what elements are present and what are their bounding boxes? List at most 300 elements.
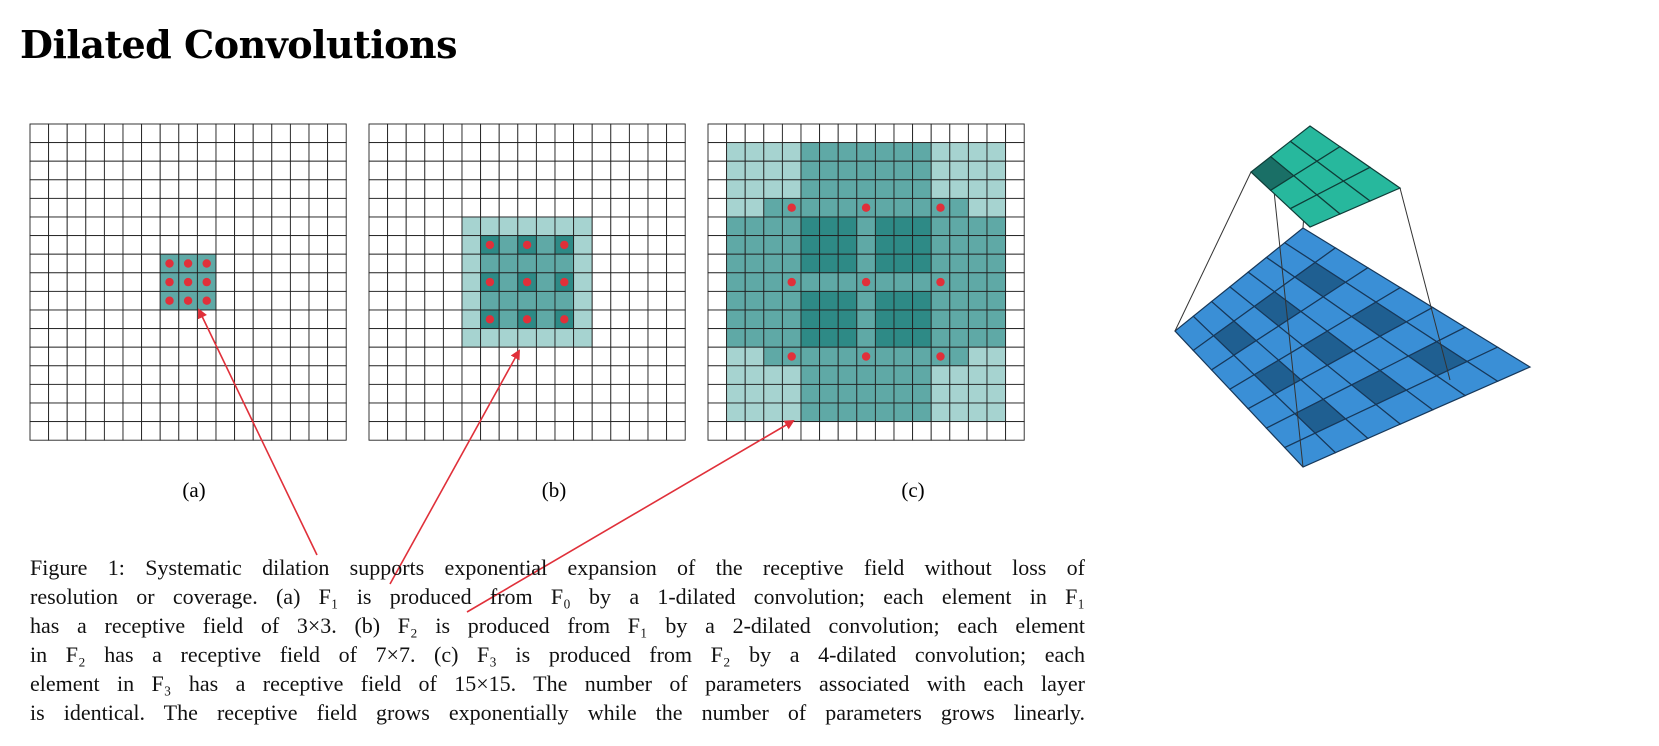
grid-cell bbox=[499, 291, 518, 310]
grid-cell bbox=[820, 422, 839, 441]
grid-cell bbox=[894, 366, 913, 385]
grid-cell bbox=[820, 254, 839, 273]
grid-cell bbox=[764, 291, 783, 310]
grid-cell bbox=[216, 180, 235, 199]
grid-cell bbox=[518, 384, 537, 403]
grid-cell bbox=[648, 217, 667, 236]
grid-cell bbox=[745, 217, 764, 236]
grid-cell bbox=[820, 291, 839, 310]
grid-cell bbox=[328, 403, 347, 422]
grid-cell bbox=[443, 254, 462, 273]
grid-cell bbox=[49, 143, 68, 162]
grid-cell bbox=[782, 403, 801, 422]
grid-cell bbox=[425, 273, 444, 292]
grid-cell bbox=[49, 366, 68, 385]
grid-cell bbox=[499, 254, 518, 273]
grid-cell bbox=[388, 124, 407, 143]
grid-cell bbox=[179, 161, 198, 180]
grid-cell bbox=[142, 366, 161, 385]
grid-cell bbox=[481, 366, 500, 385]
grid-cell bbox=[931, 124, 950, 143]
grid-cell bbox=[727, 403, 746, 422]
grid-cell bbox=[443, 366, 462, 385]
grid-cell bbox=[104, 366, 123, 385]
grid-cell bbox=[667, 180, 686, 199]
panel-c-grid bbox=[708, 124, 1024, 440]
grid-cell bbox=[708, 347, 727, 366]
grid-cell bbox=[1006, 291, 1025, 310]
grid-cell bbox=[272, 273, 291, 292]
grid-cell bbox=[142, 236, 161, 255]
grid-cell bbox=[820, 180, 839, 199]
grid-cell bbox=[272, 347, 291, 366]
grid-cell bbox=[968, 366, 987, 385]
grid-cell bbox=[216, 291, 235, 310]
grid-cell bbox=[875, 161, 894, 180]
grid-cell bbox=[216, 366, 235, 385]
grid-cell bbox=[235, 124, 254, 143]
grid-cell bbox=[197, 180, 216, 199]
grid-cell bbox=[611, 329, 630, 348]
grid-cell bbox=[104, 422, 123, 441]
grid-cell bbox=[518, 329, 537, 348]
grid-cell bbox=[667, 384, 686, 403]
grid-cell bbox=[388, 273, 407, 292]
grid-cell bbox=[629, 161, 648, 180]
grid-cell bbox=[272, 384, 291, 403]
grid-cell bbox=[801, 124, 820, 143]
grid-cell bbox=[764, 198, 783, 217]
grid-cell bbox=[406, 366, 425, 385]
grid-cell bbox=[536, 217, 555, 236]
panel-b-label: (b) bbox=[541, 478, 567, 502]
kernel-tap-dot bbox=[165, 297, 173, 305]
grid-cell bbox=[913, 236, 932, 255]
grid-cell bbox=[611, 143, 630, 162]
grid-cell bbox=[987, 291, 1006, 310]
grid-cell bbox=[49, 198, 68, 217]
grid-cell bbox=[253, 403, 272, 422]
grid-cell bbox=[857, 329, 876, 348]
grid-cell bbox=[253, 143, 272, 162]
grid-cell bbox=[838, 403, 857, 422]
grid-cell bbox=[179, 217, 198, 236]
grid-cell bbox=[764, 143, 783, 162]
grid-cell bbox=[67, 236, 86, 255]
grid-cell bbox=[801, 403, 820, 422]
grid-cell bbox=[104, 347, 123, 366]
kernel-tap-dot bbox=[486, 241, 494, 249]
grid-cell bbox=[950, 366, 969, 385]
grid-cell bbox=[290, 124, 309, 143]
grid-cell bbox=[67, 291, 86, 310]
kernel-tap-dot bbox=[523, 241, 531, 249]
grid-cell bbox=[30, 403, 49, 422]
grid-cell bbox=[425, 217, 444, 236]
grid-cell bbox=[425, 422, 444, 441]
grid-cell bbox=[160, 124, 179, 143]
grid-cell bbox=[425, 143, 444, 162]
grid-cell bbox=[950, 384, 969, 403]
grid-cell bbox=[648, 236, 667, 255]
grid-cell bbox=[86, 366, 105, 385]
grid-cell bbox=[369, 143, 388, 162]
grid-cell bbox=[764, 310, 783, 329]
grid-cell bbox=[745, 310, 764, 329]
grid-cell bbox=[667, 403, 686, 422]
grid-cell bbox=[290, 143, 309, 162]
grid-cell bbox=[913, 422, 932, 441]
grid-cell bbox=[197, 236, 216, 255]
grid-cell bbox=[104, 384, 123, 403]
grid-cell bbox=[764, 347, 783, 366]
grid-cell bbox=[123, 366, 142, 385]
grid-cell bbox=[179, 124, 198, 143]
kernel-tap-dot bbox=[486, 278, 494, 286]
grid-cell bbox=[648, 161, 667, 180]
grid-cell bbox=[875, 236, 894, 255]
grid-cell bbox=[820, 329, 839, 348]
grid-cell bbox=[764, 236, 783, 255]
page-title: Dilated Convolutions bbox=[20, 22, 458, 67]
grid-cell bbox=[611, 161, 630, 180]
grid-cell bbox=[104, 291, 123, 310]
grid-cell bbox=[968, 198, 987, 217]
grid-cell bbox=[104, 161, 123, 180]
grid-cell bbox=[1006, 403, 1025, 422]
grid-cell bbox=[801, 310, 820, 329]
grid-cell bbox=[1006, 236, 1025, 255]
panel-a-grid bbox=[30, 124, 346, 440]
grid-cell bbox=[160, 143, 179, 162]
grid-cell bbox=[857, 403, 876, 422]
grid-cell bbox=[235, 291, 254, 310]
grid-cell bbox=[857, 180, 876, 199]
grid-cell bbox=[67, 422, 86, 441]
grid-cell bbox=[481, 198, 500, 217]
grid-cell bbox=[30, 236, 49, 255]
grid-cell bbox=[328, 291, 347, 310]
grid-cell bbox=[30, 217, 49, 236]
grid-cell bbox=[179, 329, 198, 348]
grid-cell bbox=[555, 403, 574, 422]
grid-cell bbox=[142, 403, 161, 422]
grid-cell bbox=[425, 384, 444, 403]
grid-cell bbox=[764, 329, 783, 348]
grid-cell bbox=[197, 217, 216, 236]
grid-cell bbox=[894, 422, 913, 441]
grid-cell bbox=[913, 366, 932, 385]
grid-cell bbox=[518, 124, 537, 143]
grid-cell bbox=[913, 273, 932, 292]
grid-cell bbox=[253, 124, 272, 143]
grid-cell bbox=[160, 329, 179, 348]
grid-cell bbox=[838, 124, 857, 143]
grid-cell bbox=[745, 161, 764, 180]
grid-cell bbox=[857, 143, 876, 162]
grid-cell bbox=[49, 180, 68, 199]
grid-cell bbox=[611, 403, 630, 422]
grid-cell bbox=[894, 384, 913, 403]
grid-cell bbox=[406, 143, 425, 162]
kernel-tap-dot bbox=[184, 297, 192, 305]
grid-cell bbox=[123, 291, 142, 310]
grid-cell bbox=[801, 143, 820, 162]
grid-cell bbox=[104, 310, 123, 329]
grid-cell bbox=[648, 347, 667, 366]
grid-cell bbox=[462, 291, 481, 310]
grid-cell bbox=[838, 384, 857, 403]
grid-cell bbox=[406, 236, 425, 255]
grid-cell bbox=[820, 273, 839, 292]
grid-cell bbox=[123, 217, 142, 236]
grid-cell bbox=[30, 124, 49, 143]
grid-cell bbox=[462, 180, 481, 199]
grid-cell bbox=[160, 161, 179, 180]
caption-line: resolution or coverage. (a) F₁ is produced from F₀ by a 1-dilated convolution; each element in F₁ bbox=[30, 584, 1085, 609]
grid-cell bbox=[648, 291, 667, 310]
grid-cell bbox=[574, 217, 593, 236]
grid-cell bbox=[592, 273, 611, 292]
grid-cell bbox=[838, 180, 857, 199]
grid-cell bbox=[49, 254, 68, 273]
grid-cell bbox=[875, 329, 894, 348]
grid-cell bbox=[30, 384, 49, 403]
grid-cell bbox=[968, 217, 987, 236]
grid-cell bbox=[499, 180, 518, 199]
grid-cell bbox=[1006, 273, 1025, 292]
grid-cell bbox=[328, 273, 347, 292]
grid-cell bbox=[820, 384, 839, 403]
grid-cell bbox=[253, 291, 272, 310]
grid-cell bbox=[987, 161, 1006, 180]
grid-cell bbox=[462, 384, 481, 403]
grid-cell bbox=[462, 273, 481, 292]
grid-cell bbox=[481, 180, 500, 199]
grid-cell bbox=[648, 366, 667, 385]
grid-cell bbox=[801, 217, 820, 236]
grid-cell bbox=[49, 291, 68, 310]
grid-cell bbox=[968, 143, 987, 162]
grid-cell bbox=[518, 422, 537, 441]
grid-cell bbox=[235, 329, 254, 348]
grid-cell bbox=[629, 310, 648, 329]
grid-cell bbox=[894, 124, 913, 143]
grid-cell bbox=[67, 384, 86, 403]
grid-cell bbox=[272, 403, 291, 422]
grid-cell bbox=[708, 403, 727, 422]
grid-cell bbox=[838, 217, 857, 236]
grid-cell bbox=[369, 217, 388, 236]
grid-cell bbox=[443, 291, 462, 310]
grid-cell bbox=[235, 161, 254, 180]
grid-cell bbox=[49, 236, 68, 255]
grid-cell bbox=[235, 273, 254, 292]
grid-cell bbox=[648, 143, 667, 162]
grid-cell bbox=[555, 143, 574, 162]
grid-cell bbox=[290, 180, 309, 199]
grid-cell bbox=[388, 198, 407, 217]
grid-cell bbox=[462, 236, 481, 255]
dilated-convolution-3d-illustration bbox=[1175, 126, 1530, 467]
grid-cell bbox=[86, 236, 105, 255]
grid-cell bbox=[328, 422, 347, 441]
grid-cell bbox=[123, 254, 142, 273]
grid-cell bbox=[931, 236, 950, 255]
grid-cell bbox=[820, 161, 839, 180]
grid-cell bbox=[950, 124, 969, 143]
grid-cell bbox=[931, 143, 950, 162]
grid-cell bbox=[425, 329, 444, 348]
grid-cell bbox=[67, 273, 86, 292]
grid-cell bbox=[838, 273, 857, 292]
grid-cell bbox=[369, 236, 388, 255]
grid-cell bbox=[592, 198, 611, 217]
grid-cell bbox=[894, 217, 913, 236]
grid-cell bbox=[592, 254, 611, 273]
grid-cell bbox=[629, 384, 648, 403]
grid-cell bbox=[30, 143, 49, 162]
grid-cell bbox=[913, 384, 932, 403]
grid-cell bbox=[253, 422, 272, 441]
grid-cell bbox=[745, 329, 764, 348]
grid-cell bbox=[499, 198, 518, 217]
grid-cell bbox=[1006, 143, 1025, 162]
grid-cell bbox=[555, 384, 574, 403]
grid-cell bbox=[894, 254, 913, 273]
grid-cell bbox=[309, 384, 328, 403]
grid-cell bbox=[30, 366, 49, 385]
grid-cell bbox=[462, 310, 481, 329]
grid-cell bbox=[667, 198, 686, 217]
grid-cell bbox=[894, 403, 913, 422]
grid-cell bbox=[518, 366, 537, 385]
grid-cell bbox=[30, 198, 49, 217]
grid-cell bbox=[894, 161, 913, 180]
grid-cell bbox=[216, 198, 235, 217]
grid-cell bbox=[142, 217, 161, 236]
kernel-tap-dot bbox=[936, 204, 944, 212]
grid-cell bbox=[536, 180, 555, 199]
grid-cell bbox=[782, 254, 801, 273]
grid-cell bbox=[518, 254, 537, 273]
grid-cell bbox=[142, 180, 161, 199]
grid-cell bbox=[648, 384, 667, 403]
grid-cell bbox=[67, 198, 86, 217]
grid-cell bbox=[290, 217, 309, 236]
grid-cell bbox=[67, 180, 86, 199]
grid-cell bbox=[987, 403, 1006, 422]
grid-cell bbox=[425, 291, 444, 310]
grid-cell bbox=[820, 124, 839, 143]
grid-cell bbox=[968, 384, 987, 403]
grid-cell bbox=[160, 310, 179, 329]
grid-cell bbox=[272, 422, 291, 441]
grid-cell bbox=[443, 273, 462, 292]
grid-cell bbox=[574, 384, 593, 403]
grid-cell bbox=[388, 347, 407, 366]
grid-cell bbox=[235, 384, 254, 403]
grid-cell bbox=[801, 254, 820, 273]
kernel-tap-dot bbox=[165, 259, 173, 267]
grid-cell bbox=[708, 217, 727, 236]
grid-cell bbox=[968, 422, 987, 441]
grid-cell bbox=[950, 291, 969, 310]
grid-cell bbox=[49, 273, 68, 292]
grid-cell bbox=[857, 254, 876, 273]
grid-cell bbox=[913, 180, 932, 199]
grid-cell bbox=[913, 161, 932, 180]
grid-cell bbox=[160, 403, 179, 422]
grid-cell bbox=[309, 347, 328, 366]
grid-cell bbox=[629, 198, 648, 217]
grid-cell bbox=[592, 422, 611, 441]
grid-cell bbox=[987, 180, 1006, 199]
grid-cell bbox=[309, 217, 328, 236]
grid-cell bbox=[950, 180, 969, 199]
grid-cell bbox=[574, 180, 593, 199]
grid-cell bbox=[328, 161, 347, 180]
grid-cell bbox=[820, 310, 839, 329]
grid-cell bbox=[309, 422, 328, 441]
grid-cell bbox=[272, 143, 291, 162]
grid-cell bbox=[499, 329, 518, 348]
grid-cell bbox=[406, 124, 425, 143]
grid-cell bbox=[179, 143, 198, 162]
grid-cell bbox=[875, 384, 894, 403]
grid-cell bbox=[123, 347, 142, 366]
grid-cell bbox=[968, 236, 987, 255]
grid-cell bbox=[913, 124, 932, 143]
grid-cell bbox=[388, 143, 407, 162]
grid-cell bbox=[968, 124, 987, 143]
grid-cell bbox=[801, 236, 820, 255]
grid-cell bbox=[518, 161, 537, 180]
grid-cell bbox=[764, 384, 783, 403]
grid-cell bbox=[838, 310, 857, 329]
grid-cell bbox=[782, 384, 801, 403]
grid-cell bbox=[67, 254, 86, 273]
grid-cell bbox=[499, 403, 518, 422]
grid-cell bbox=[518, 143, 537, 162]
grid-cell bbox=[123, 161, 142, 180]
grid-cell bbox=[290, 273, 309, 292]
grid-cell bbox=[462, 143, 481, 162]
grid-cell bbox=[950, 217, 969, 236]
grid-cell bbox=[764, 217, 783, 236]
grid-cell bbox=[913, 310, 932, 329]
grid-cell bbox=[216, 217, 235, 236]
grid-cell bbox=[801, 161, 820, 180]
grid-cell bbox=[272, 180, 291, 199]
grid-cell bbox=[574, 366, 593, 385]
grid-cell bbox=[727, 347, 746, 366]
grid-cell bbox=[782, 291, 801, 310]
grid-cell bbox=[727, 422, 746, 441]
caption-line: in F₂ has a receptive field of 7×7. (c) F₃ is produced from F₂ by a 4-dilated convolution; each bbox=[30, 642, 1085, 667]
grid-cell bbox=[443, 403, 462, 422]
grid-cell bbox=[838, 254, 857, 273]
grid-cell bbox=[764, 366, 783, 385]
grid-cell bbox=[235, 310, 254, 329]
grid-cell bbox=[987, 384, 1006, 403]
grid-cell bbox=[216, 236, 235, 255]
grid-cell bbox=[968, 180, 987, 199]
grid-cell bbox=[667, 310, 686, 329]
grid-cell bbox=[708, 198, 727, 217]
grid-cell bbox=[931, 422, 950, 441]
grid-cell bbox=[1006, 254, 1025, 273]
